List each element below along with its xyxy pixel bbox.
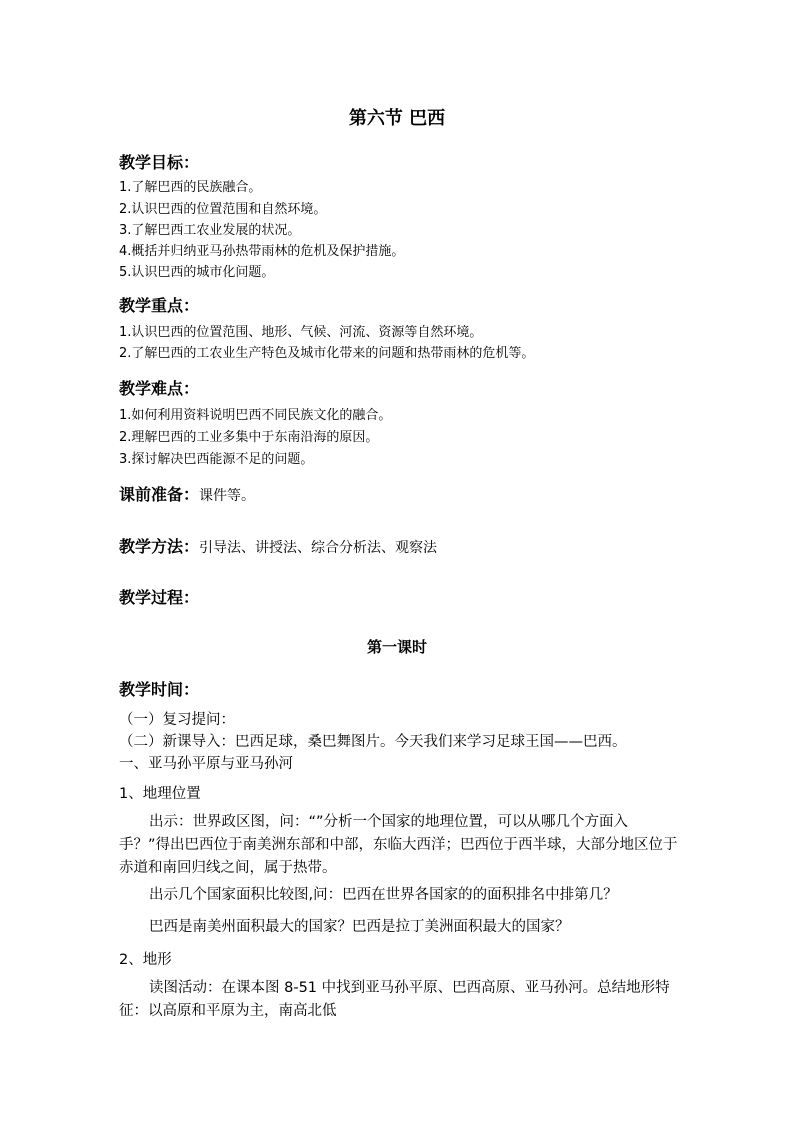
difficulty-item: 1.如何利用资料说明巴西不同民族文化的融合。 — [119, 408, 392, 423]
preparation-line — [119, 482, 255, 505]
subsection-heading: 1、地理位置 — [119, 786, 201, 802]
key-point-item: 2.了解巴西的工农业生产特色及城市化带来的问题和热带雨林的危机等。 — [119, 346, 535, 361]
subsection-heading: 2、地形 — [119, 952, 172, 968]
methods-heading: 教学方法： — [119, 537, 200, 556]
difficulty-item: 3.探讨解决巴西能源不足的问题。 — [119, 452, 314, 467]
objective-item: 5.认识巴西的城市化问题。 — [119, 265, 275, 280]
paragraph: 出示：世界政区图，问：“”分析一个国家的地理位置，可以从哪几个方面入手？”得出巴西位于南美洲东部和中部，东临大西洋；巴西位于西半球，大部分地区位于赤道和南回归线之间，属于热带。 — [119, 814, 678, 876]
objective-item: 1.了解巴西的民族融合。 — [119, 180, 262, 195]
difficulties-heading: 教学难点： — [119, 379, 200, 398]
time-heading: 教学时间： — [119, 680, 200, 699]
paragraph: 巴西是南美州面积最大的国家？巴西是拉丁美洲面积最大的国家？ — [149, 919, 570, 935]
section-heading: 一、亚马孙平原与亚马孙河 — [119, 756, 293, 772]
objective-item: 4.概括并归纳亚马孙热带雨林的危机及保护措施。 — [119, 244, 405, 259]
objective-item: 2.认识巴西的位置范围和自然环境。 — [119, 202, 327, 217]
paragraph: 出示几个国家面积比较图,问：巴西在世界各国家的的面积排名中排第几？ — [149, 887, 618, 903]
objective-item: 3.了解巴西工农业发展的状况。 — [119, 223, 301, 238]
objectives-heading: 教学目标： — [119, 153, 200, 172]
methods-line — [119, 534, 437, 557]
page-title: 第六节 巴西 — [348, 108, 446, 129]
key-points-heading: 教学重点： — [119, 296, 200, 315]
key-point-item: 1.认识巴西的位置范围、地形、气候、河流、资源等自然环境。 — [119, 325, 483, 340]
preparation-text: 课件等。 — [199, 488, 256, 504]
methods-text: 引导法、讲授法、综合分析法、观察法 — [199, 540, 438, 556]
review-line: （一）复习提问： — [119, 712, 235, 728]
difficulty-item: 2.理解巴西的工业多集中于东南沿海的原因。 — [119, 430, 379, 445]
lesson-title: 第一课时 — [366, 638, 427, 656]
intro-line: （二）新课导入：巴西足球，桑巴舞图片。今天我们来学习足球王国——巴西。 — [119, 734, 627, 750]
process-heading: 教学过程： — [119, 588, 200, 607]
paragraph: 读图活动：在课本图 8-51 中找到亚马孙平原、巴西高原、亚马孙河。总结地形特征：以高原和平原为主，南高北低 — [119, 980, 670, 1019]
preparation-heading: 课前准备： — [119, 485, 200, 504]
